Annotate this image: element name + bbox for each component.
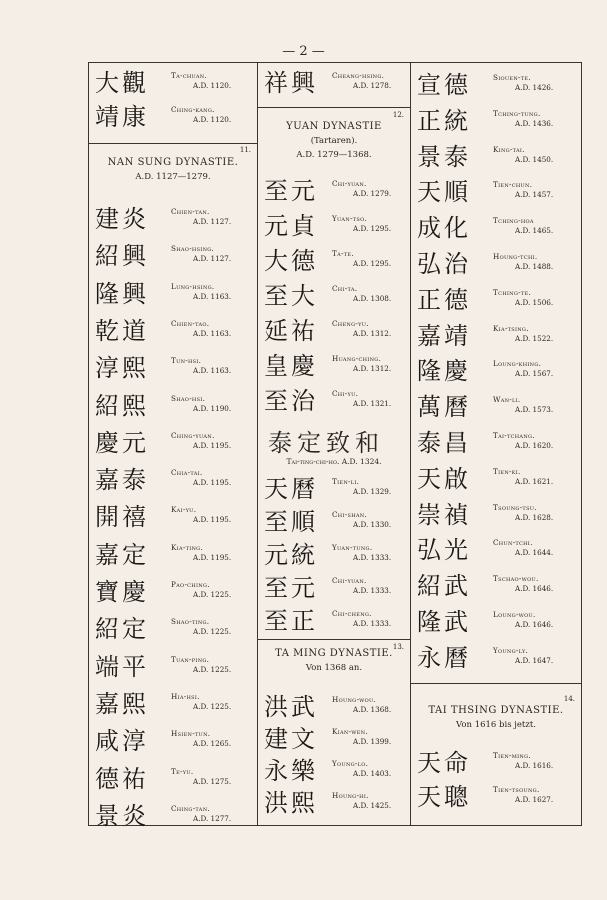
reign-name: Tschao-wou. [493,574,539,584]
reign-mark-glyph: 永樂 [264,757,318,785]
column-ming-qing [411,63,581,825]
reign-mark-glyph: 洪武 [264,693,318,721]
reign-mark-glyph: 至治 [264,387,318,415]
reign-name: Chi-yu. [332,389,359,398]
reign-date: A.D. 1321. [353,399,392,408]
reign-mark-glyph: 元貞 [264,212,318,240]
reign-date: A.D. 1644. [515,548,554,558]
reign-date: A.D. 1621. [515,476,554,486]
list-item [89,205,257,235]
reign-date: A.D. 1450. [515,154,554,164]
column-nan-sung [89,63,258,830]
reign-name: King-tai. [493,144,525,154]
reign-date: A.D. 1368. [353,705,392,714]
reign-mark-glyph: 大觀 [95,69,149,97]
reign-date: A.D. 1333. [353,553,392,562]
list-item [258,693,410,723]
reign-mark-glyph: 乾道 [95,316,149,345]
list-item [89,727,257,757]
reign-mark-glyph: 泰定致和 [268,429,384,457]
list-item [411,465,581,495]
reign-mark-glyph: 天啟 [417,464,471,493]
reign-name: Ta-te. [332,249,354,258]
reign-date: A.D. 1308. [353,294,392,303]
reign-date: A.D. 1646. [515,584,554,594]
reign-date: A.D. 1295. [353,224,392,233]
divider [258,639,410,640]
reign-mark-glyph: 大德 [264,247,318,275]
list-item [258,475,410,505]
list-item [258,352,410,382]
reign-date: A.D. 1567. [515,369,554,379]
reign-name: Chia-tai. [171,468,203,478]
reign-date: A.D. 1628. [515,512,554,522]
list-item [411,501,581,531]
section-header-ming [258,648,410,673]
column-yuan-ming [258,63,411,825]
reign-mark-glyph: 天順 [417,178,471,207]
reign-mark-glyph: 洪熙 [264,789,318,817]
reign-name: Loung-khing. [493,359,542,369]
list-item [411,107,581,137]
list-item [411,286,581,316]
section-range: A.D. 1279—1368. [296,150,372,160]
reign-mark-glyph: 隆武 [417,608,471,636]
section-number: 14. [563,695,575,703]
list-item [258,282,410,312]
reign-date: A.D. 1279. [353,189,392,198]
divider [411,683,581,684]
list-item [258,607,410,637]
list-item [89,802,257,832]
reign-date: A.D. 1195. [193,552,232,562]
reign-mark-glyph: 祥興 [264,69,318,97]
reign-mark-glyph: 隆興 [95,279,149,308]
reign-date: A.D. 1506. [515,297,554,307]
reign-date: A.D. 1120. [193,81,232,90]
reign-name: Tsoung-tsu. [493,502,537,512]
reign-date: A.D. 1163. [193,366,232,376]
section-number: 12. [392,111,404,119]
reign-mark-glyph: 元統 [264,541,318,569]
reign-date: A.D. 1488. [515,262,554,271]
reign-date: A.D. 1426. [515,83,554,92]
list-item [89,466,257,496]
reign-mark-glyph: 紹定 [95,615,149,644]
reign-mark-glyph: 弘治 [417,250,471,278]
list-item [411,322,581,352]
reign-mark-glyph: 慶元 [95,428,149,457]
reign-mark-glyph: 成化 [417,214,471,243]
divider [258,107,410,108]
reign-name: Houng-tchi. [493,252,538,261]
section-range: Von 1616 bis jetzt. [456,720,536,730]
reign-name: Chun-tchi. [493,538,533,548]
reign-name: Houng-wou. [332,695,377,704]
reign-date: A.D. 1616. [515,761,554,770]
reign-name: Young-lo. [332,759,369,768]
list-item [89,354,257,384]
reign-name: Shao-hsi. [171,393,206,403]
list-item [89,392,257,422]
reign-name: Huang-ching. [332,354,382,363]
reign-name: Tien-chun. [493,180,533,190]
reign-mark-glyph: 皇慶 [264,352,318,380]
reign-mark-glyph: 開禧 [95,503,149,532]
list-item [258,725,410,755]
reign-name: Chi-ta. [332,284,358,293]
reign-date: A.D. 1265. [193,739,232,749]
reign-mark-glyph: 嘉泰 [95,466,149,495]
reign-date: A.D. 1225. [193,701,232,711]
reign-mark-glyph: 靖康 [95,103,149,131]
section-range: Von 1368 an. [305,663,363,673]
reign-date: A.D. 1195. [193,478,232,488]
list-item [411,357,581,387]
reign-mark-glyph: 崇禎 [417,500,471,529]
reign-mark-glyph: 景炎 [95,801,149,830]
reign-date: A.D. 1190. [193,403,232,413]
reign-date: A.D. 1573. [515,405,554,415]
divider [89,143,257,144]
reign-name: Shao-hsing. [171,244,215,254]
reign-mark-glyph: 永曆 [417,643,471,672]
reign-mark-glyph: 弘光 [417,536,471,565]
reign-name: Chi-cheng. [332,609,372,618]
reign-date: A.D. 1163. [193,328,232,338]
reign-mark-glyph: 隆慶 [417,357,471,386]
reign-name: Tching-hoa [493,216,534,226]
list-item [89,578,257,608]
reign-date: A.D. 1329. [353,487,392,496]
list-item [411,214,581,244]
reign-date: A.D. 1163. [193,291,232,301]
reign-name: Hia-hsi. [171,691,200,701]
reign-date: A.D. 1277. [193,813,232,823]
reign-mark-glyph: 德祐 [95,764,149,793]
reign-date: A.D. 1225. [193,590,232,599]
reign-name: Te-yu. [171,766,194,776]
list-item [258,789,410,819]
reign-name: Ta-chuan. [171,71,208,80]
list-item [411,393,581,423]
reign-name: Chien-tao. [171,318,210,328]
reign-mark-glyph: 正德 [417,285,471,314]
reign-name: Pao-ching. [171,580,210,589]
reign-name: Tien-ming. [493,751,531,760]
reign-caption: Tai-ting-chi-ho. A.D. 1324. [286,457,382,466]
list-item [258,541,410,571]
reign-date: A.D. 1647. [515,655,554,665]
reign-mark-glyph: 泰昌 [417,429,471,457]
reign-mark-glyph: 紹興 [95,242,149,271]
reign-mark-glyph: 至正 [264,607,318,635]
reign-name: Tching-tung. [493,108,541,118]
reign-date: A.D. 1403. [353,769,392,778]
reign-name: Tun-hsi. [171,356,202,366]
reign-name: Kai-yu. [171,505,197,515]
reign-date: A.D. 1312. [353,329,392,338]
reign-date: A.D. 1120. [193,115,232,124]
reign-name: Hsien-tun. [171,729,211,739]
reign-mark-glyph: 至元 [264,177,318,205]
reign-name: Ching-kang. [171,105,215,114]
list-item [89,429,257,459]
reign-name: Ching-tan. [171,803,210,813]
reign-marks-table [88,62,582,830]
reign-date: A.D. 1522. [515,333,554,343]
reign-mark-glyph: 正統 [417,106,471,135]
reign-mark-glyph: 景泰 [417,142,471,171]
list-item [89,690,257,720]
reign-date: A.D. 1195. [193,515,232,525]
reign-name: Ching-yuan. [171,430,215,440]
list-item [411,749,581,779]
reign-mark-glyph: 咸淳 [95,727,149,756]
reign-name: Tai-tchang. [493,431,535,440]
list-item [411,250,581,280]
list-item [89,615,257,645]
section-header-nan-sung [89,157,257,182]
list-item [89,653,257,683]
list-item [89,317,257,347]
list-item [89,541,257,571]
reign-date: A.D. 1330. [353,520,392,529]
reign-mark-glyph: 建文 [264,725,318,753]
reign-date: A.D. 1620. [515,441,554,450]
reign-mark-glyph: 紹武 [417,572,471,601]
list-item [258,177,410,207]
section-number: 13. [392,643,404,651]
reign-date: A.D. 1399. [353,737,392,746]
reign-mark-glyph: 淳熙 [95,354,149,383]
reign-date: A.D. 1127. [193,254,232,264]
reign-date: A.D. 1457. [515,190,554,200]
reign-name: Young-ly. [493,645,529,655]
reign-mark-glyph: 天聰 [417,783,471,811]
reign-date: A.D. 1195. [193,440,232,450]
reign-date: A.D. 1465. [515,226,554,236]
reign-name: Shao-ting. [171,617,210,627]
reign-name: Kia-ting. [171,542,204,552]
reign-date: A.D. 1425. [353,801,392,810]
reign-name: Kia-tsing. [493,323,529,333]
reign-name: Tien-li. [332,477,360,486]
reign-date: A.D. 1312. [353,364,392,373]
list-item [411,143,581,173]
section-title: TA MING DYNASTIE. [275,648,393,659]
list-item [411,178,581,208]
reign-mark-glyph: 至大 [264,282,318,310]
reign-mark-glyph: 嘉定 [95,540,149,569]
reign-mark-glyph: 嘉靖 [417,321,471,350]
list-item [89,103,257,133]
list-item [89,69,257,99]
reign-name: Chi-yuan. [332,576,367,585]
reign-date: A.D. 1225. [193,627,232,637]
reign-date: A.D. 1278. [353,81,392,90]
reign-name: Kian-wen. [332,727,368,736]
reign-mark-glyph: 嘉熙 [95,689,149,718]
reign-date: A.D. 1295. [353,259,392,268]
list-item [258,247,410,277]
list-item [258,212,410,242]
reign-name: Tching-te. [493,287,532,297]
reign-mark-glyph: 宣德 [417,71,471,99]
reign-mark-glyph: 紹熙 [95,391,149,420]
list-item [89,242,257,272]
reign-date: A.D. 1646. [515,620,554,629]
section-subtitle: (Tartaren). [310,136,358,146]
reign-name: Cheng-yu. [332,319,369,328]
reign-mark-glyph: 至順 [264,508,318,536]
list-item [411,536,581,566]
reign-mark-glyph: 延祐 [264,317,318,345]
reign-name: Tien-tsoung. [493,785,540,794]
list-item [411,608,581,638]
reign-name: Tuan-ping. [171,654,210,664]
list-item [411,644,581,674]
list-item [411,783,581,813]
reign-name: Loung-wou. [493,610,536,619]
list-item [411,572,581,602]
list-item [89,765,257,795]
reign-mark-glyph: 天曆 [264,475,318,503]
section-number: 11. [239,146,251,154]
reign-name: Tien-ki. [493,466,521,476]
section-range: A.D. 1127—1279. [135,172,211,182]
reign-name: Wan-li. [493,395,521,405]
list-item [411,429,581,459]
reign-mark-glyph: 至元 [264,574,318,602]
reign-date: A.D. 1275. [193,776,232,786]
reign-name: Houng-hi. [332,791,369,800]
reign-mark-glyph: 寶慶 [95,578,149,606]
section-header-qing [411,705,581,730]
reign-mark-glyph: 建炎 [95,205,149,233]
reign-name: Yuan-tso. [332,214,368,223]
reign-name: Lung-hsing. [171,281,215,291]
reign-date: A.D. 1333. [353,586,392,595]
list-item [89,280,257,310]
reign-date: A.D. 1627. [515,795,554,804]
list-item [89,503,257,533]
section-header-yuan [258,121,410,160]
section-title: YUAN DYNASTIE [286,121,382,132]
page-number: — 2 — [282,44,325,59]
reign-date: A.D. 1225. [193,664,232,674]
reign-mark-glyph: 端平 [95,652,149,681]
reign-name: Chien-tan. [171,207,210,216]
reign-date: A.D. 1333. [353,619,392,628]
reign-name: Siouen-te. [493,73,531,82]
reign-mark-glyph: 萬曆 [417,393,471,422]
list-item [258,387,410,417]
list-item [411,71,581,101]
reign-name: Chi-shan. [332,510,368,519]
reign-date: A.D. 1436. [515,118,554,128]
section-title: TAI THSING DYNASTIE. [428,705,564,716]
reign-mark-glyph: 天命 [417,749,471,777]
list-item [258,69,410,99]
list-item [258,508,410,538]
reign-name: Cheang-hsing. [332,71,385,80]
list-item [258,317,410,347]
list-item [258,757,410,787]
reign-date: A.D. 1127. [193,217,232,226]
reign-name: Yuan-tung. [332,543,373,552]
section-title: NAN SUNG DYNASTIE. [107,157,239,168]
list-item [258,574,410,604]
reign-name: Chi-yuan. [332,179,367,188]
